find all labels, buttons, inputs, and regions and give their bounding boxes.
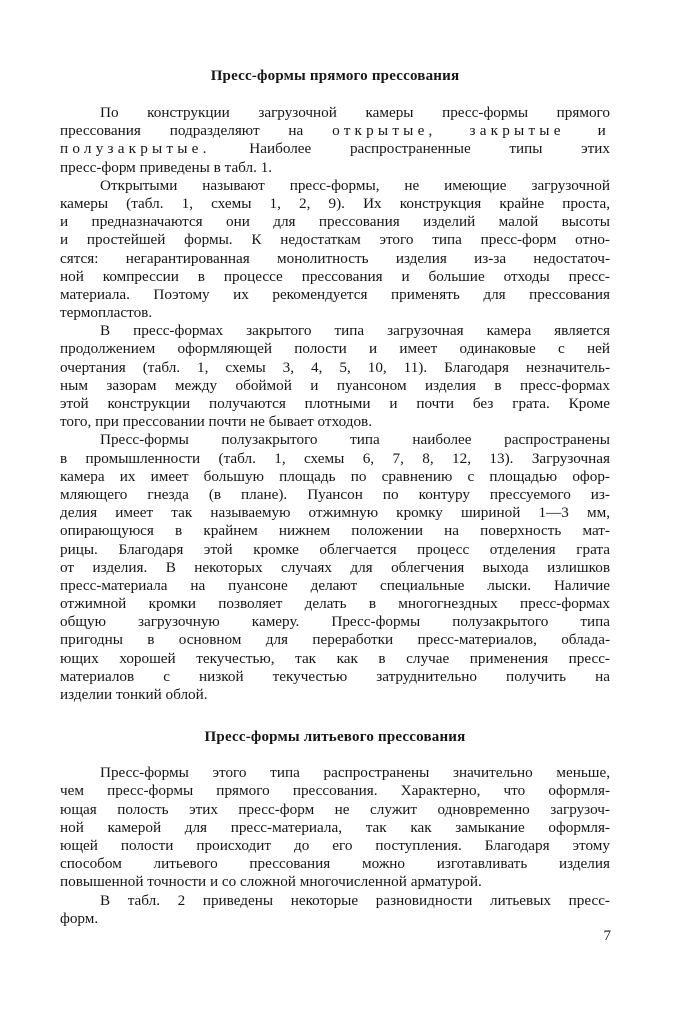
text-line: чем пресс-формы прямого прессования. Характерно, что оформля- [60, 782, 610, 800]
text-line: делия имеет так называемую отжимную кромку шириной 1—3 мм, [60, 504, 610, 522]
text-line: Открытыми называют пресс-формы, не имеющие загрузочной [100, 176, 610, 194]
text-line: в промышленности (табл. 1, схемы 6, 7, 8, 12, 13). Загрузочная [60, 449, 610, 467]
paragraph-table-reference [60, 892, 610, 928]
text-line: ющая полость этих пресс-форм не служит одновременно загрузоч- [60, 800, 610, 818]
text-line: того, при прессовании почти не бывает отходов. [60, 413, 373, 431]
text-line: повышенной точности и со сложной многочисленной арматурой. [60, 873, 482, 891]
text-line: общую загрузочную камеру. Пресс-формы полузакрытого типа [60, 613, 610, 631]
text-line: и простейшей формы. К недостаткам этого типа пресс-форм отно- [60, 231, 610, 249]
text-line: способом литьевого прессования можно изготавливать изделия [60, 855, 610, 873]
text-line: мляющего гнезда (в плане). Пуансон по контуру прессуемого из- [60, 485, 610, 503]
text-line: пресс-материала на пуансоне делают специальные лыски. Наличие [60, 576, 610, 594]
text-line: сятся: негарантированная монолитность изделия из-за недостаточ- [60, 249, 610, 267]
paragraph-intro [60, 104, 610, 177]
page-body [60, 68, 610, 928]
spaced-emphasis: открытые, закрытые и [332, 122, 611, 140]
text-line: этой конструкции получаются плотными и почти без грата. Кроме [60, 395, 610, 412]
text-fragment: прессования подразделяют на [60, 122, 333, 140]
text-line [60, 140, 610, 158]
paragraph-transfer-molds [60, 764, 610, 891]
paragraph-semi-closed-molds [60, 431, 610, 704]
text-line: ющих хорошей текучестью, так как в случае применения пресс- [60, 649, 610, 667]
text-line: от изделия. В некоторых случаях для облегчения выхода излишков [60, 558, 610, 576]
text-line: камера их имеет большую площадь по сравнению с площадью офор- [60, 467, 610, 485]
text-line: В табл. 2 приведены некоторые разновидности литьевых пресс- [100, 891, 610, 909]
text-fragment: Наиболее распространенные типы этих [210, 140, 610, 158]
text-line: В пресс-формах закрытого типа загрузочная камера является [100, 322, 610, 340]
text-line: отжимной кромки позволяет делать в многогнездных пресс-формах [60, 595, 610, 613]
spaced-emphasis: полузакрытые. [60, 140, 211, 158]
text-line: ным зазорам между обоймой и пуансоном изделия в пресс-формах [60, 376, 610, 394]
text-line: ной камерой для пресс-материала, так как замыкание оформля- [60, 818, 610, 836]
text-line: рицы. Благодаря этой кромке облегчается процесс отделения грата [60, 540, 610, 558]
text-line: Пресс-формы полузакрытого типа наиболее распространены [100, 431, 610, 449]
text-line: форм. [60, 909, 99, 927]
section-title-direct-pressing: Пресс-формы прямого прессования [210, 68, 460, 84]
text-line: пригодны в основном для переработки пресс-материалов, облада- [60, 631, 610, 649]
text-line: По конструкции загрузочной камеры пресс-формы прямого [100, 104, 610, 121]
text-line: изделии тонкий облой. [60, 686, 208, 703]
paragraph-open-molds [60, 177, 610, 323]
text-line: камеры (табл. 1, схемы 1, 2, 9). Их конструкция крайне проста, [60, 194, 610, 212]
text-line: ной компрессии в процессе прессования и большие отходы пресс- [60, 267, 610, 285]
text-line: очертания (табл. 1, схемы 3, 4, 5, 10, 11). Благодаря незначитель- [60, 358, 610, 376]
text-line: материалов с низкой текучестью затруднительно получить на [60, 667, 610, 685]
text-line: опирающуюся в крайнем нижнем положении на поверхность мат- [60, 522, 610, 540]
text-line: продолжением оформляющей полости и имеет одинаковые с ней [60, 340, 610, 358]
paragraph-closed-molds [60, 322, 610, 431]
text-line: Пресс-формы этого типа распространены значительно меньше, [100, 764, 610, 782]
text-line [60, 122, 610, 140]
text-line: пресс-форм приведены в табл. 1. [60, 158, 273, 176]
text-line: материала. Поэтому их рекомендуется применять для прессования [60, 285, 610, 303]
section-title-transfer-pressing: Пресс-формы литьевого прессования [204, 729, 466, 746]
text-line: ющей полости происходит до его поступления. Благодаря этому [60, 836, 610, 854]
text-line: и предназначаются они для прессования изделий малой высоты [60, 213, 610, 231]
page-number: 7 [603, 928, 611, 944]
text-line: термопластов. [60, 304, 153, 322]
